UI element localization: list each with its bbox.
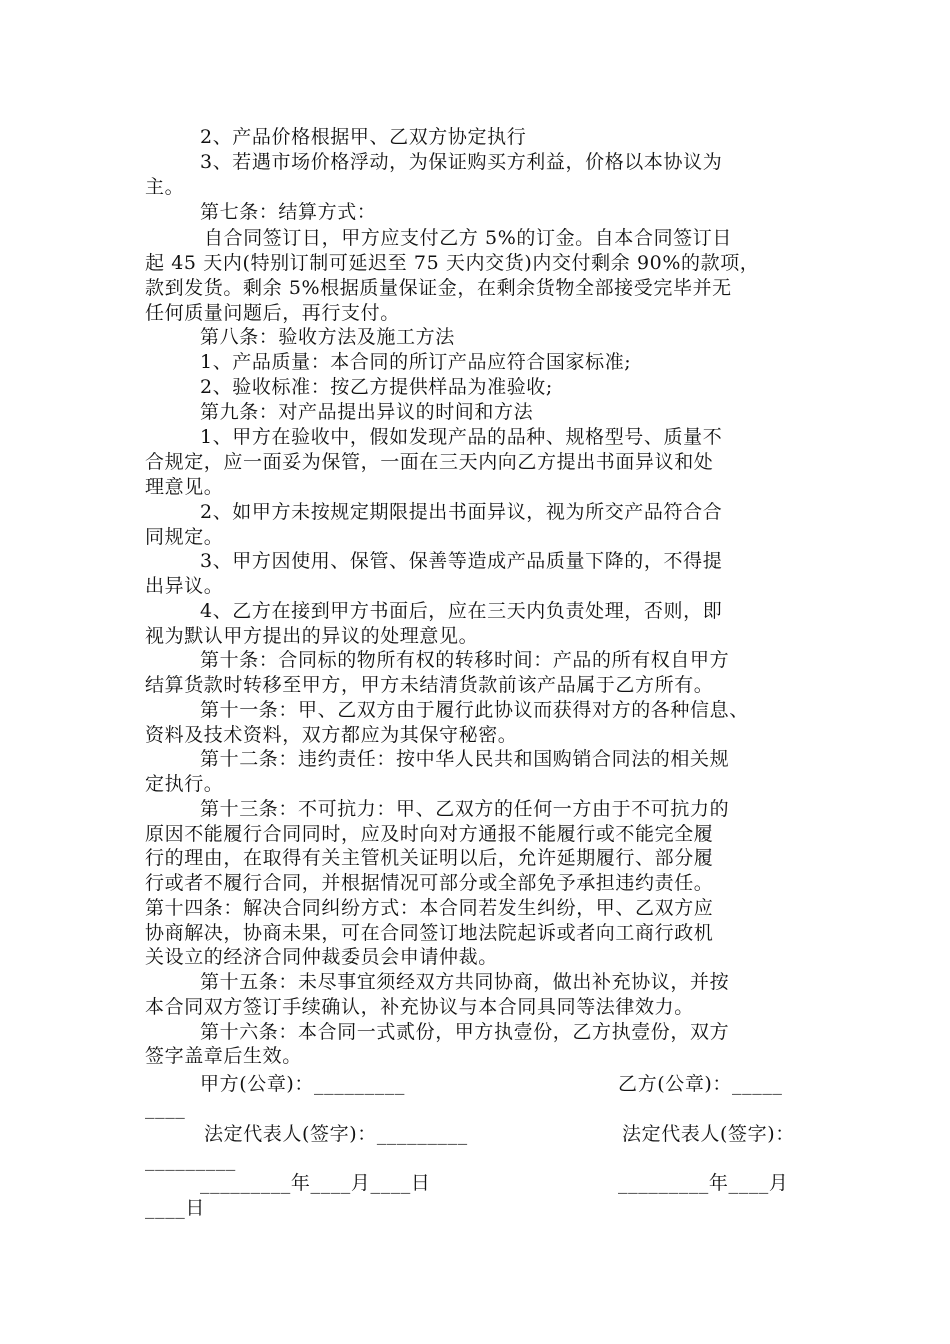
rep-a: 法定代表人(签字)：_________ bbox=[204, 1123, 468, 1145]
section-heading: 第八条：验收方法及施工方法 bbox=[200, 326, 455, 348]
text-line: 款到发货。剩余 5%根据质量保证金，在剩余货物全部接受完毕并无 bbox=[145, 277, 732, 299]
date-b-cont: ____日 bbox=[145, 1197, 206, 1219]
section-heading: 第十二条：违约责任：按中华人民共和国购销合同法的相关规 bbox=[200, 748, 730, 770]
text-line: 1、甲方在验收中，假如发现产品的品种、规格型号、质量不 bbox=[200, 426, 723, 448]
text-line: 主。 bbox=[145, 176, 185, 198]
section-heading: 第十四条：解决合同纠纷方式：本合同若发生纠纷，甲、乙双方应 bbox=[145, 897, 714, 919]
text-line: 理意见。 bbox=[145, 476, 224, 498]
text-line: 2、如甲方未按规定期限提出书面异议，视为所交产品符合合 bbox=[200, 501, 723, 523]
date-a: _________年____月____日 bbox=[200, 1172, 431, 1194]
text-line: 协商解决，协商未果，可在合同签订地法院起诉或者向工商行政机 bbox=[145, 922, 714, 944]
text-line: 起 45 天内(特别订制可延迟至 75 天内交货)内交付剩余 90%的款项， bbox=[145, 252, 760, 274]
section-heading: 第十六条：本合同一式贰份，甲方执壹份，乙方执壹份，双方 bbox=[200, 1021, 730, 1043]
text-line: 本合同双方签订手续确认，补充协议与本合同具同等法律效力。 bbox=[145, 996, 694, 1018]
party-b-seal: 乙方(公章)：_____ bbox=[618, 1073, 783, 1095]
text-line: 同规定。 bbox=[145, 526, 224, 548]
section-heading: 第七条：结算方式： bbox=[200, 201, 377, 223]
text-line: 1、产品质量：本合同的所订产品应符合国家标准; bbox=[200, 351, 632, 373]
text-line: 资料及技术资料，双方都应为其保守秘密。 bbox=[145, 724, 518, 746]
rep-b-cont: _________ bbox=[145, 1149, 236, 1171]
text-line: 2、产品价格根据甲、乙双方协定执行 bbox=[200, 126, 527, 148]
text-line: 2、验收标准：按乙方提供样品为准验收; bbox=[200, 376, 553, 398]
party-a-seal: 甲方(公章)：_________ bbox=[200, 1073, 405, 1095]
text-line: 定执行。 bbox=[145, 773, 224, 795]
text-line: 自合同签订日，甲方应支付乙方 5%的订金。自本合同签订日 bbox=[204, 227, 732, 249]
text-line: 行的理由，在取得有关主管机关证明以后，允许延期履行、部分履 bbox=[145, 847, 714, 869]
text-line: 原因不能履行合同同时，应及时向对方通报不能履行或不能完全履 bbox=[145, 823, 714, 845]
section-heading: 第十条：合同标的物所有权的转移时间：产品的所有权自甲方 bbox=[200, 649, 730, 671]
text-line: 3、若遇市场价格浮动，为保证购买方利益，价格以本协议为 bbox=[200, 151, 723, 173]
text-line: 合规定，应一面妥为保管，一面在三天内向乙方提出书面异议和处 bbox=[145, 451, 714, 473]
text-line: 结算货款时转移至甲方，甲方未结清货款前该产品属于乙方所有。 bbox=[145, 674, 714, 696]
section-heading: 第十一条：甲、乙双方由于履行此协议而获得对方的各种信息、 bbox=[200, 699, 749, 721]
section-heading: 第九条：对产品提出异议的时间和方法 bbox=[200, 401, 534, 423]
text-line: 4、乙方在接到甲方书面后，应在三天内负责处理，否则，即 bbox=[200, 600, 723, 622]
rep-b: 法定代表人(签字)： bbox=[622, 1123, 795, 1145]
section-heading: 第十三条：不可抗力：甲、乙双方的任何一方由于不可抗力的 bbox=[200, 798, 730, 820]
text-line: 行或者不履行合同，并根据情况可部分或全部免予承担违约责任。 bbox=[145, 872, 714, 894]
text-line: 3、甲方因使用、保管、保善等造成产品质量下降的，不得提 bbox=[200, 550, 723, 572]
text-line: 关设立的经济合同仲裁委员会申请仲裁。 bbox=[145, 946, 498, 968]
text-line: 视为默认甲方提出的异议的处理意见。 bbox=[145, 625, 479, 647]
text-line: 任何质量问题后，再行支付。 bbox=[145, 302, 400, 324]
party-b-seal-cont: ____ bbox=[145, 1097, 186, 1119]
text-line: 签字盖章后生效。 bbox=[145, 1045, 302, 1067]
date-b: _________年____月 bbox=[618, 1172, 789, 1194]
section-heading: 第十五条：未尽事宜须经双方共同协商，做出补充协议，并按 bbox=[200, 971, 730, 993]
text-line: 出异议。 bbox=[145, 575, 224, 597]
